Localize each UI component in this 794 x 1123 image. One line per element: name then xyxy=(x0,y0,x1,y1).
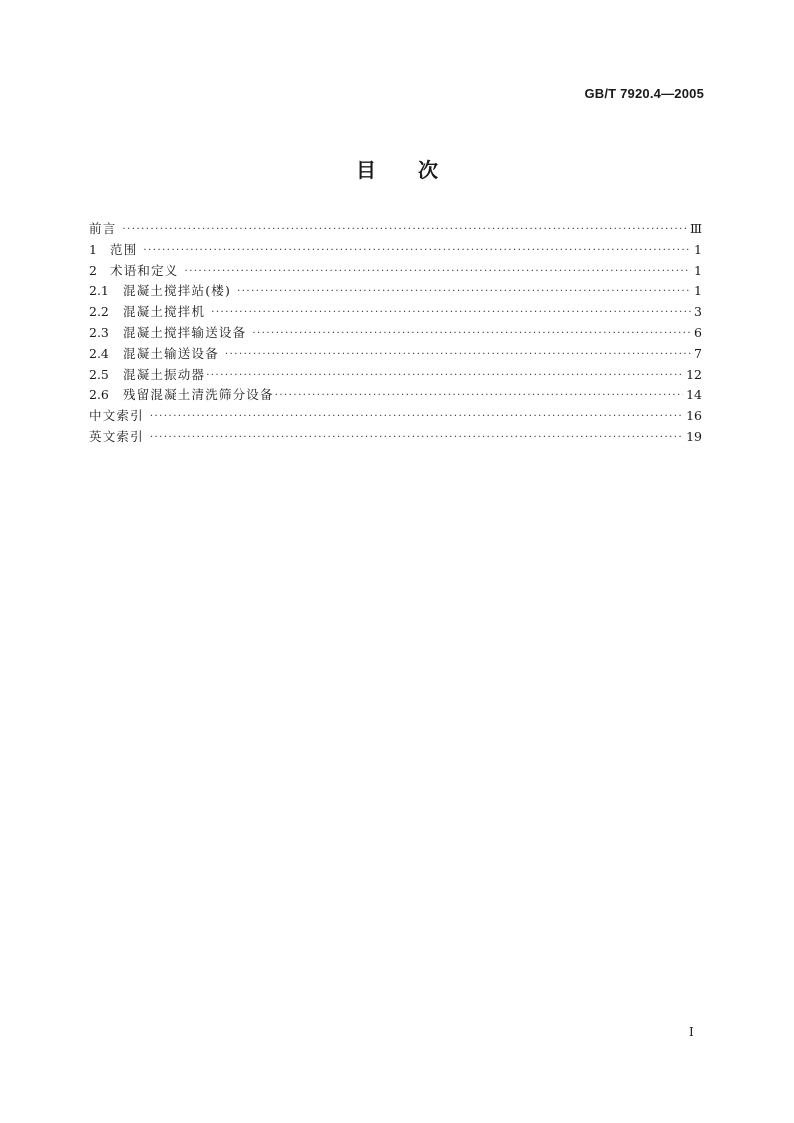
toc-entry-number: 2.1 xyxy=(89,283,109,299)
toc-entry-page: 1 xyxy=(694,241,702,257)
toc-entry-label: 混凝土搅拌输送设备 xyxy=(123,324,247,340)
toc-leader-dots xyxy=(206,366,683,387)
toc-entry-2-4[interactable] xyxy=(89,344,702,365)
toc-leader-dots xyxy=(252,324,691,345)
toc-entry-number: 2.3 xyxy=(89,324,109,340)
table-of-contents xyxy=(89,219,702,448)
toc-entry-2-3[interactable] xyxy=(89,323,702,344)
toc-entry-number: 2.2 xyxy=(89,304,109,320)
toc-leader-dots xyxy=(150,407,683,428)
toc-entry-number: 2.5 xyxy=(89,366,109,382)
toc-entry-label: 前言 xyxy=(89,221,117,236)
toc-entry-label: 范围 xyxy=(110,241,138,257)
toc-entry-page: 19 xyxy=(686,428,702,444)
toc-entry-number: 2.4 xyxy=(89,345,109,361)
toc-entry-page: Ⅲ xyxy=(689,221,702,236)
standard-code: GB/T 7920.4—2005 xyxy=(584,86,704,101)
toc-leader-dots xyxy=(150,428,683,449)
page-number: I xyxy=(689,1025,694,1039)
toc-entry-2-6[interactable] xyxy=(89,385,702,406)
toc-entry-english-index[interactable] xyxy=(89,427,702,448)
toc-leader-dots xyxy=(275,386,683,407)
toc-leader-dots xyxy=(237,282,691,303)
toc-entry-terms[interactable] xyxy=(89,261,702,282)
toc-entry-label: 混凝土搅拌机 xyxy=(123,304,206,320)
toc-entry-page: 7 xyxy=(694,345,702,361)
page-title-char-2: 次 xyxy=(418,158,438,182)
toc-entry-label: 混凝土输送设备 xyxy=(123,345,219,361)
toc-entry-page: 6 xyxy=(694,324,702,340)
toc-entry-label: 混凝土搅拌站(楼) xyxy=(123,283,232,299)
toc-leader-dots xyxy=(211,303,691,324)
toc-entry-page: 14 xyxy=(686,387,702,403)
toc-leader-dots xyxy=(122,220,687,241)
toc-entry-label: 残留混凝土清洗筛分设备 xyxy=(123,387,274,403)
toc-entry-2-5[interactable] xyxy=(89,365,702,386)
toc-entry-page: 16 xyxy=(686,408,702,424)
toc-entry-page: 1 xyxy=(694,262,702,278)
toc-entry-number: 2.6 xyxy=(89,387,109,403)
toc-entry-chinese-index[interactable] xyxy=(89,406,702,427)
toc-entry-page: 1 xyxy=(694,283,702,299)
toc-entry-number: 2 xyxy=(89,262,97,278)
toc-leader-dots xyxy=(185,262,691,283)
toc-entry-2-2[interactable] xyxy=(89,302,702,323)
page-title xyxy=(0,154,794,183)
toc-entry-preface[interactable] xyxy=(89,219,702,240)
toc-entry-label: 英文索引 xyxy=(89,428,144,444)
toc-entry-number: 1 xyxy=(89,241,97,257)
toc-entry-page: 3 xyxy=(694,304,702,320)
page-title-char-1: 目 xyxy=(356,158,376,182)
toc-leader-dots xyxy=(143,241,691,262)
toc-entry-label: 中文索引 xyxy=(89,408,144,424)
toc-entry-label: 术语和定义 xyxy=(110,262,179,278)
toc-entry-scope[interactable] xyxy=(89,240,702,261)
toc-entry-page: 12 xyxy=(686,366,702,382)
toc-entry-2-1[interactable] xyxy=(89,281,702,302)
toc-leader-dots xyxy=(225,345,691,366)
toc-entry-label: 混凝土振动器 xyxy=(123,366,206,382)
